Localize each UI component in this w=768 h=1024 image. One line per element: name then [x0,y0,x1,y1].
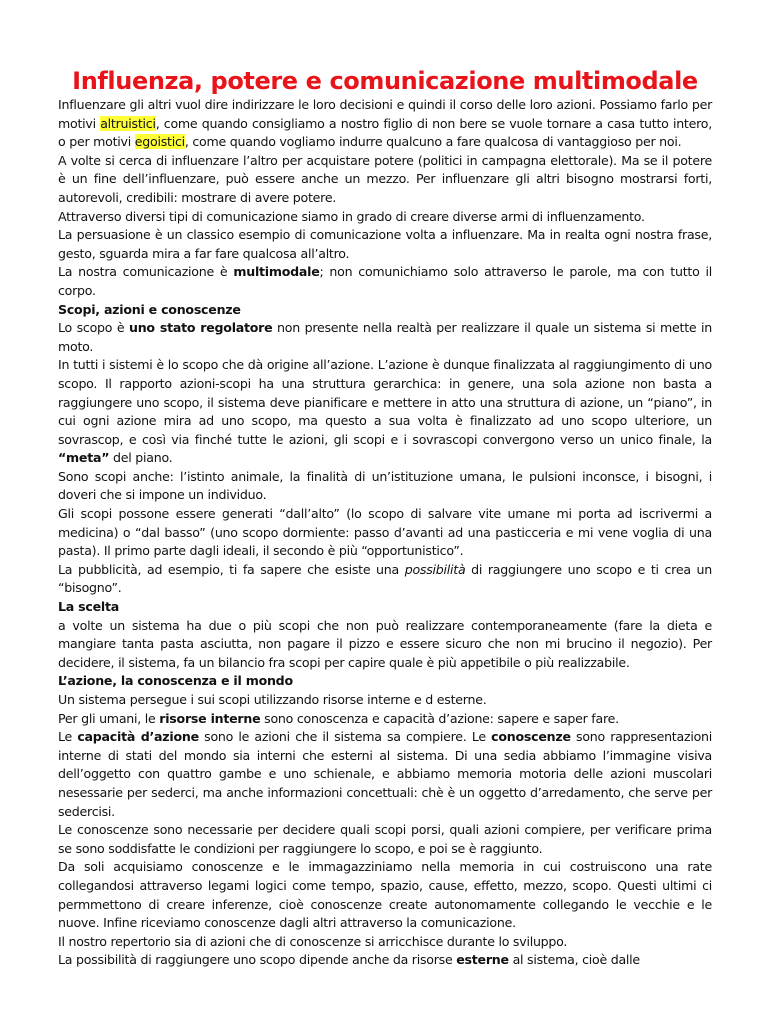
text-run: Per gli umani, le [58,710,160,726]
section-heading-scopi: Scopi, azioni e conoscenze [58,301,241,317]
text-run: Le [58,729,78,745]
paragraph-gerarchia [58,356,712,468]
text-run: non presente nella realtà per realizzare il quale un sistema si mette in moto. [58,320,712,354]
paragraph-multimodale [58,263,712,300]
paragraph-risorse-esterne [58,951,712,970]
paragraph-scopi-anche: Sono scopi anche: l’istinto animale, la finalità di un’istituzione umana, le pulsioni inconsce, i bisogni, i doveri che si impone un individuo. [58,468,712,503]
paragraph-alto-basso: Gli scopi possone essere generati “dall’alto” (lo scopo di salvare vite umane mi porta ad iscrivermi a medicina) o “dal basso” (uno scopo dormiente: passo d’avanti ad una pasticceria e mi vene voglia di una pasta). Il primo parte dagli ideali, il secondo è più “opportunistico”. [58,506,712,559]
paragraph-capacita-conoscenze [58,728,712,821]
paragraph-scopo-definizione [58,319,712,356]
paragraph-potere: A volte si cerca di influenzare l’altro per acquistare potere (politici in campagna elettorale). Ma se il potere è un fine dell’influenzare, può essere anche un mezzo. Per influenzare gli altri bisogno mostrarsi forti, autorevoli, credibili: mostrare di avere potere. [58,152,712,205]
text-run: Lo scopo è [58,320,129,336]
document-title: Influenza, potere e comunicazione multimodale [72,67,698,95]
paragraph-risorse: Un sistema persegue i sui scopi utilizzando risorse interne e d esterne. [58,692,487,707]
bold-term-stato-regolatore: uno stato regolatore [129,320,273,336]
paragraph-influenzare [58,96,712,152]
bold-term-multimodale: multimodale [233,264,320,280]
highlighted-word-altruistici: altruistici [100,115,156,131]
paragraph-armi: Attraverso diversi tipi di comunicazione siamo in grado di creare diverse armi di influenzamento. [58,208,645,224]
paragraph-persuasione: La persuasione è un classico esempio di comunicazione volta a influenzare. Ma in realta ogni nostra frase, gesto, sguarda mira a far fare qualcosa all’altro. [58,227,712,261]
text-run: La pubblicità, ad esempio, ti fa sapere che esiste una [58,561,405,577]
paragraph-pubblicita [58,561,712,598]
section-heading-scelta: La scelta [58,599,119,615]
text-run: , come quando consigliamo a nostro figlio di non bere se vuole tornare a casa tutto intero, o per motivi [58,115,712,150]
text-run: ; non comunichiamo solo attraverso le parole, ma con tutto il corpo. [58,264,712,298]
text-run: In tutti i sistemi è lo scopo che dà origine all’azione. L’azione è dunque finalizzata al raggiungimento di uno scopo. Il rapporto azioni-scopi ha una struttura gerarchica: in genere, una sola azione non basta a raggiungere uno scopo, il sistema deve pianificare e mettere in atto una struttura di azione, un “piano”, in cui ogni azione mira ad uno scopo, ma questo a sua volta è finalizzato ad uno scopo ulteriore, un sovrascop, e così via finché tutte le azioni, gli scopi e i sovrascopi convergono verso un unico finale, la [58,357,712,447]
text-run: al sistema, cioè dalle [508,952,640,968]
text-run: , come quando vogliamo indurre qualcuno a fare qualcosa di vantaggioso per noi. [184,134,682,150]
bold-term-meta: “meta” [58,450,110,466]
section-heading-azione-conoscenza: L’azione, la conoscenza e il mondo [58,673,293,689]
italic-term-possibilita: possibilità [404,561,466,577]
bold-term-esterne: esterne [456,952,509,968]
text-run: La nostra comunicazione è [58,264,234,280]
bold-term-risorse-interne: risorse interne [159,710,261,726]
paragraph-risorse-interne [58,710,712,729]
text-run: sono rappresentazioni interne di stati del mondo sia interni che esterni al sistema. Di una sedia abbiamo l’immagine visiva dell’oggetto con quattro gambe e uno schienale, e abbiamo memoria motoria delle azioni muscolari nesessarie per sederci, ma anche informazioni concettuali: chè è un oggetto d’arredamento, che serve per sedercisi. [58,729,713,819]
paragraph-scelta: a volte un sistema ha due o più scopi che non può realizzare contemporaneamente (fare la dieta e mangiare tanta pasta asciutta, non pagare il pizzo e essere sicuro che non mi brucino il negozio). Per decidere, il sistema, fa un bilancio fra scopi per capire quale è più appetibile o più realizzabile. [58,617,712,670]
text-run: del piano. [109,450,173,466]
text-run: Influenzare gli altri vuol dire indirizzare le loro decisioni e quindi il corso delle loro azioni. Possiamo farlo per motivi [58,97,712,131]
bold-term-conoscenze: conoscenze [491,729,571,745]
text-run: sono le azioni che il sistema sa compiere. Le [198,729,492,745]
paragraph-conoscenze-necessarie: Le conoscenze sono necessarie per decidere quali scopi porsi, quali azioni compiere, per verificare prima se sono soddisfatte le condizioni per raggiungere lo scopo, e poi se è raggiunto. [58,822,712,856]
text-run: di raggiungere uno scopo e ti crea un “bisogno”. [58,561,712,596]
paragraph-memoria: Da soli acquisiamo conoscenze e le immagazziniamo nella memoria in cui costruiscono una rate collegandosi attraverso legami logici come tempo, spazio, cause, effetto, mezzo, scopo. Questi ultimi ci permmettono di creare inferenze, cioè conoscenze create autonomamente collegando le vecchie e le nuove. Infine riceviamo conoscenze dagli altri attraverso la comunicazione. [58,859,712,931]
highlighted-word-egoistici: egoistici [134,134,185,150]
text-run: La possibilità di raggiungere uno scopo dipende anche da risorse [58,952,457,968]
text-run: sono conoscenza e capacità d’azione: sapere e saper fare. [260,710,619,726]
paragraph-repertorio: Il nostro repertorio sia di azioni che di conoscenze si arricchisce durante lo sviluppo. [58,933,568,949]
bold-term-capacita-azione: capacità d’azione [77,729,199,745]
